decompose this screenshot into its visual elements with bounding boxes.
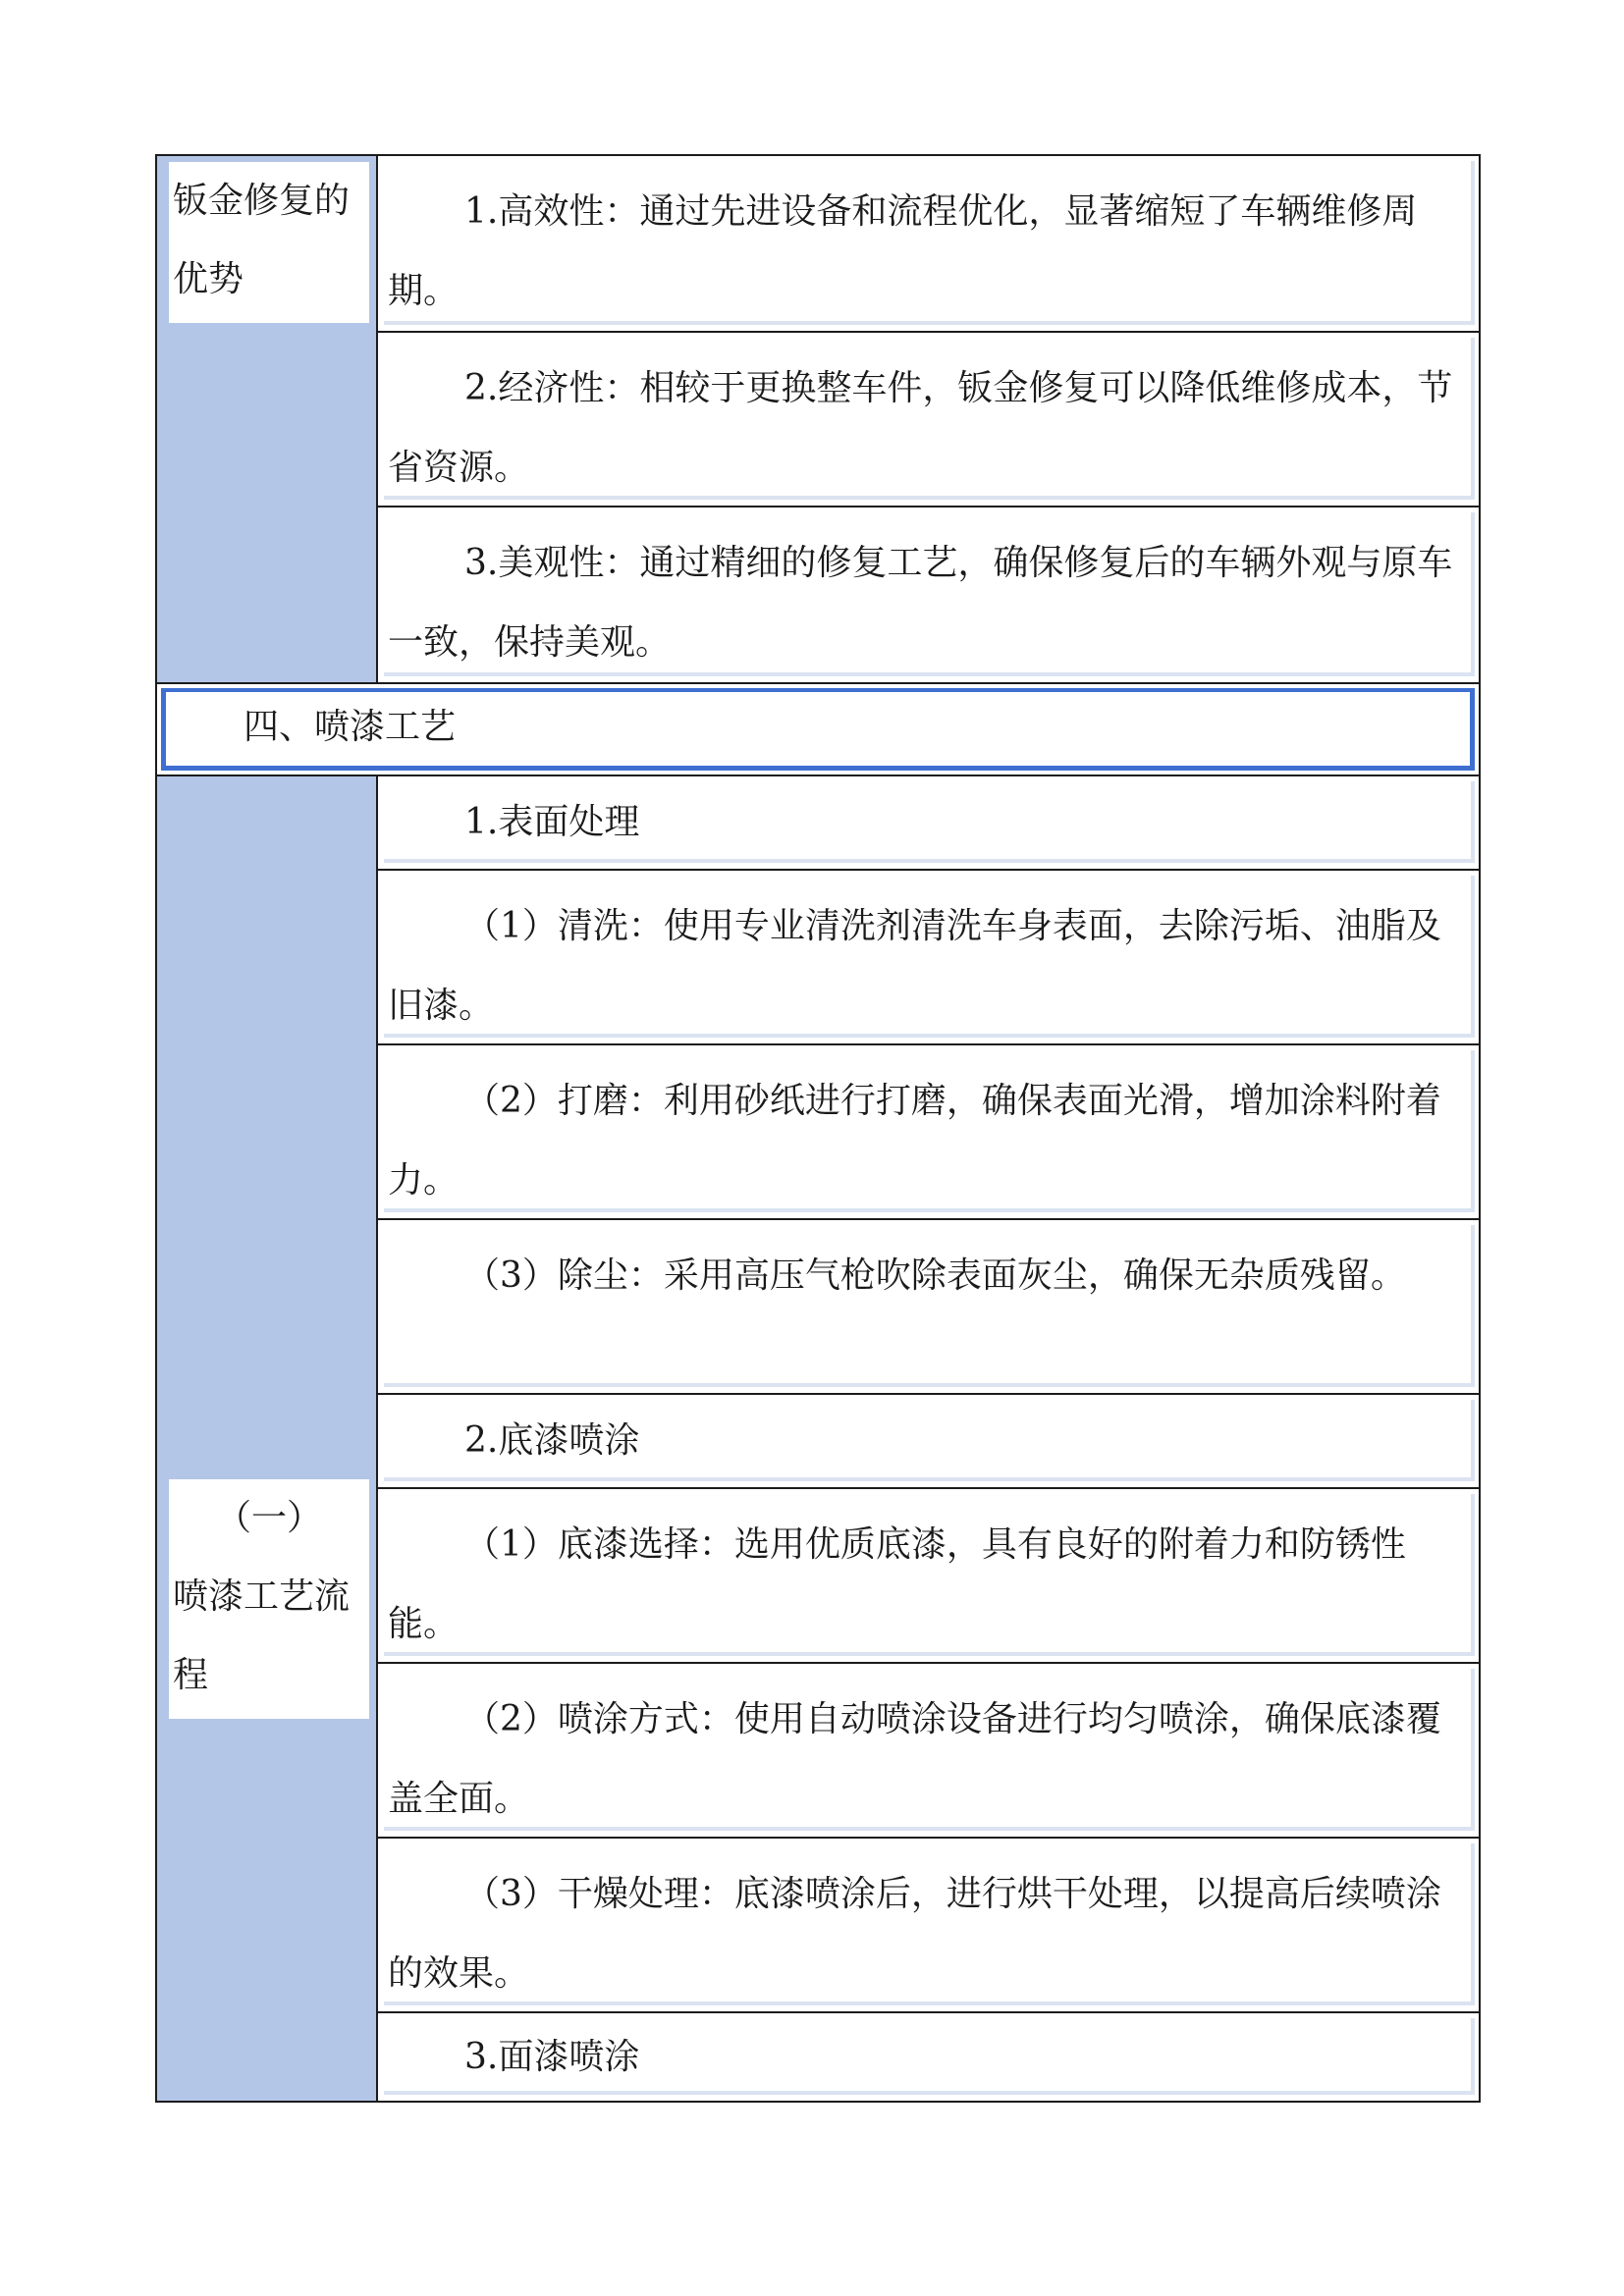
process-label <box>169 1479 369 1719</box>
process-content-column <box>378 776 1479 2101</box>
document-table <box>155 154 1481 2103</box>
process-item-cell <box>378 1220 1479 1395</box>
process-item-text: （1）底漆选择：选用优质底漆，具有良好的附着力和防锈性能。 <box>388 1524 1406 1644</box>
process-step-heading: 1.表面处理 <box>464 802 640 842</box>
process-label-number: （一） <box>215 1498 322 1538</box>
section-heading-row <box>157 682 1479 776</box>
advantage-item-text: 2.经济性：相较于更换整车件，钣金修复可以降低维修成本，节省资源。 <box>388 368 1453 488</box>
process-item-text: （2）打磨：利用砂纸进行打磨，确保表面光滑，增加涂料附着力。 <box>388 1081 1441 1201</box>
process-item-cell <box>378 1664 1479 1839</box>
process-step-heading: 3.面漆喷涂 <box>464 2037 640 2077</box>
advantage-item-cell <box>378 156 1479 333</box>
advantage-item-cell <box>378 507 1479 682</box>
process-item-text: （2）喷涂方式：使用自动喷涂设备进行均匀喷涂，确保底漆覆盖全面。 <box>388 1699 1441 1819</box>
advantages-label-column <box>157 156 378 682</box>
advantages-section <box>157 156 1479 682</box>
advantages-content-column <box>378 156 1479 682</box>
process-item-cell <box>378 2013 1479 2101</box>
process-item-cell <box>378 776 1479 871</box>
advantages-label: 钣金修复的优势 <box>169 162 369 323</box>
advantage-item-text: 1.高效性：通过先进设备和流程优化，显著缩短了车辆维修周期。 <box>388 191 1418 311</box>
process-section <box>157 776 1479 2101</box>
process-item-cell <box>378 1045 1479 1220</box>
section-heading: 四、喷漆工艺 <box>244 707 457 747</box>
process-item-cell <box>378 871 1479 1045</box>
process-step-heading: 2.底漆喷涂 <box>464 1420 640 1461</box>
process-item-text: （1）清洗：使用专业清洗剂清洗车身表面，去除污垢、油脂及旧漆。 <box>388 906 1441 1026</box>
process-item-text: （3）除尘：采用高压气枪吹除表面灰尘，确保无杂质残留。 <box>464 1255 1406 1296</box>
process-item-cell <box>378 1395 1479 1489</box>
process-item-cell <box>378 1489 1479 1664</box>
advantage-item-cell <box>378 333 1479 507</box>
process-item-text: （3）干燥处理：底漆喷涂后，进行烘干处理，以提高后续喷涂的效果。 <box>388 1874 1441 1994</box>
advantage-item-text: 3.美观性：通过精细的修复工艺，确保修复后的车辆外观与原车一致，保持美观。 <box>388 543 1453 663</box>
process-item-cell <box>378 1839 1479 2013</box>
process-label-column <box>157 776 378 2101</box>
process-label-title: 喷漆工艺流程 <box>173 1576 351 1695</box>
